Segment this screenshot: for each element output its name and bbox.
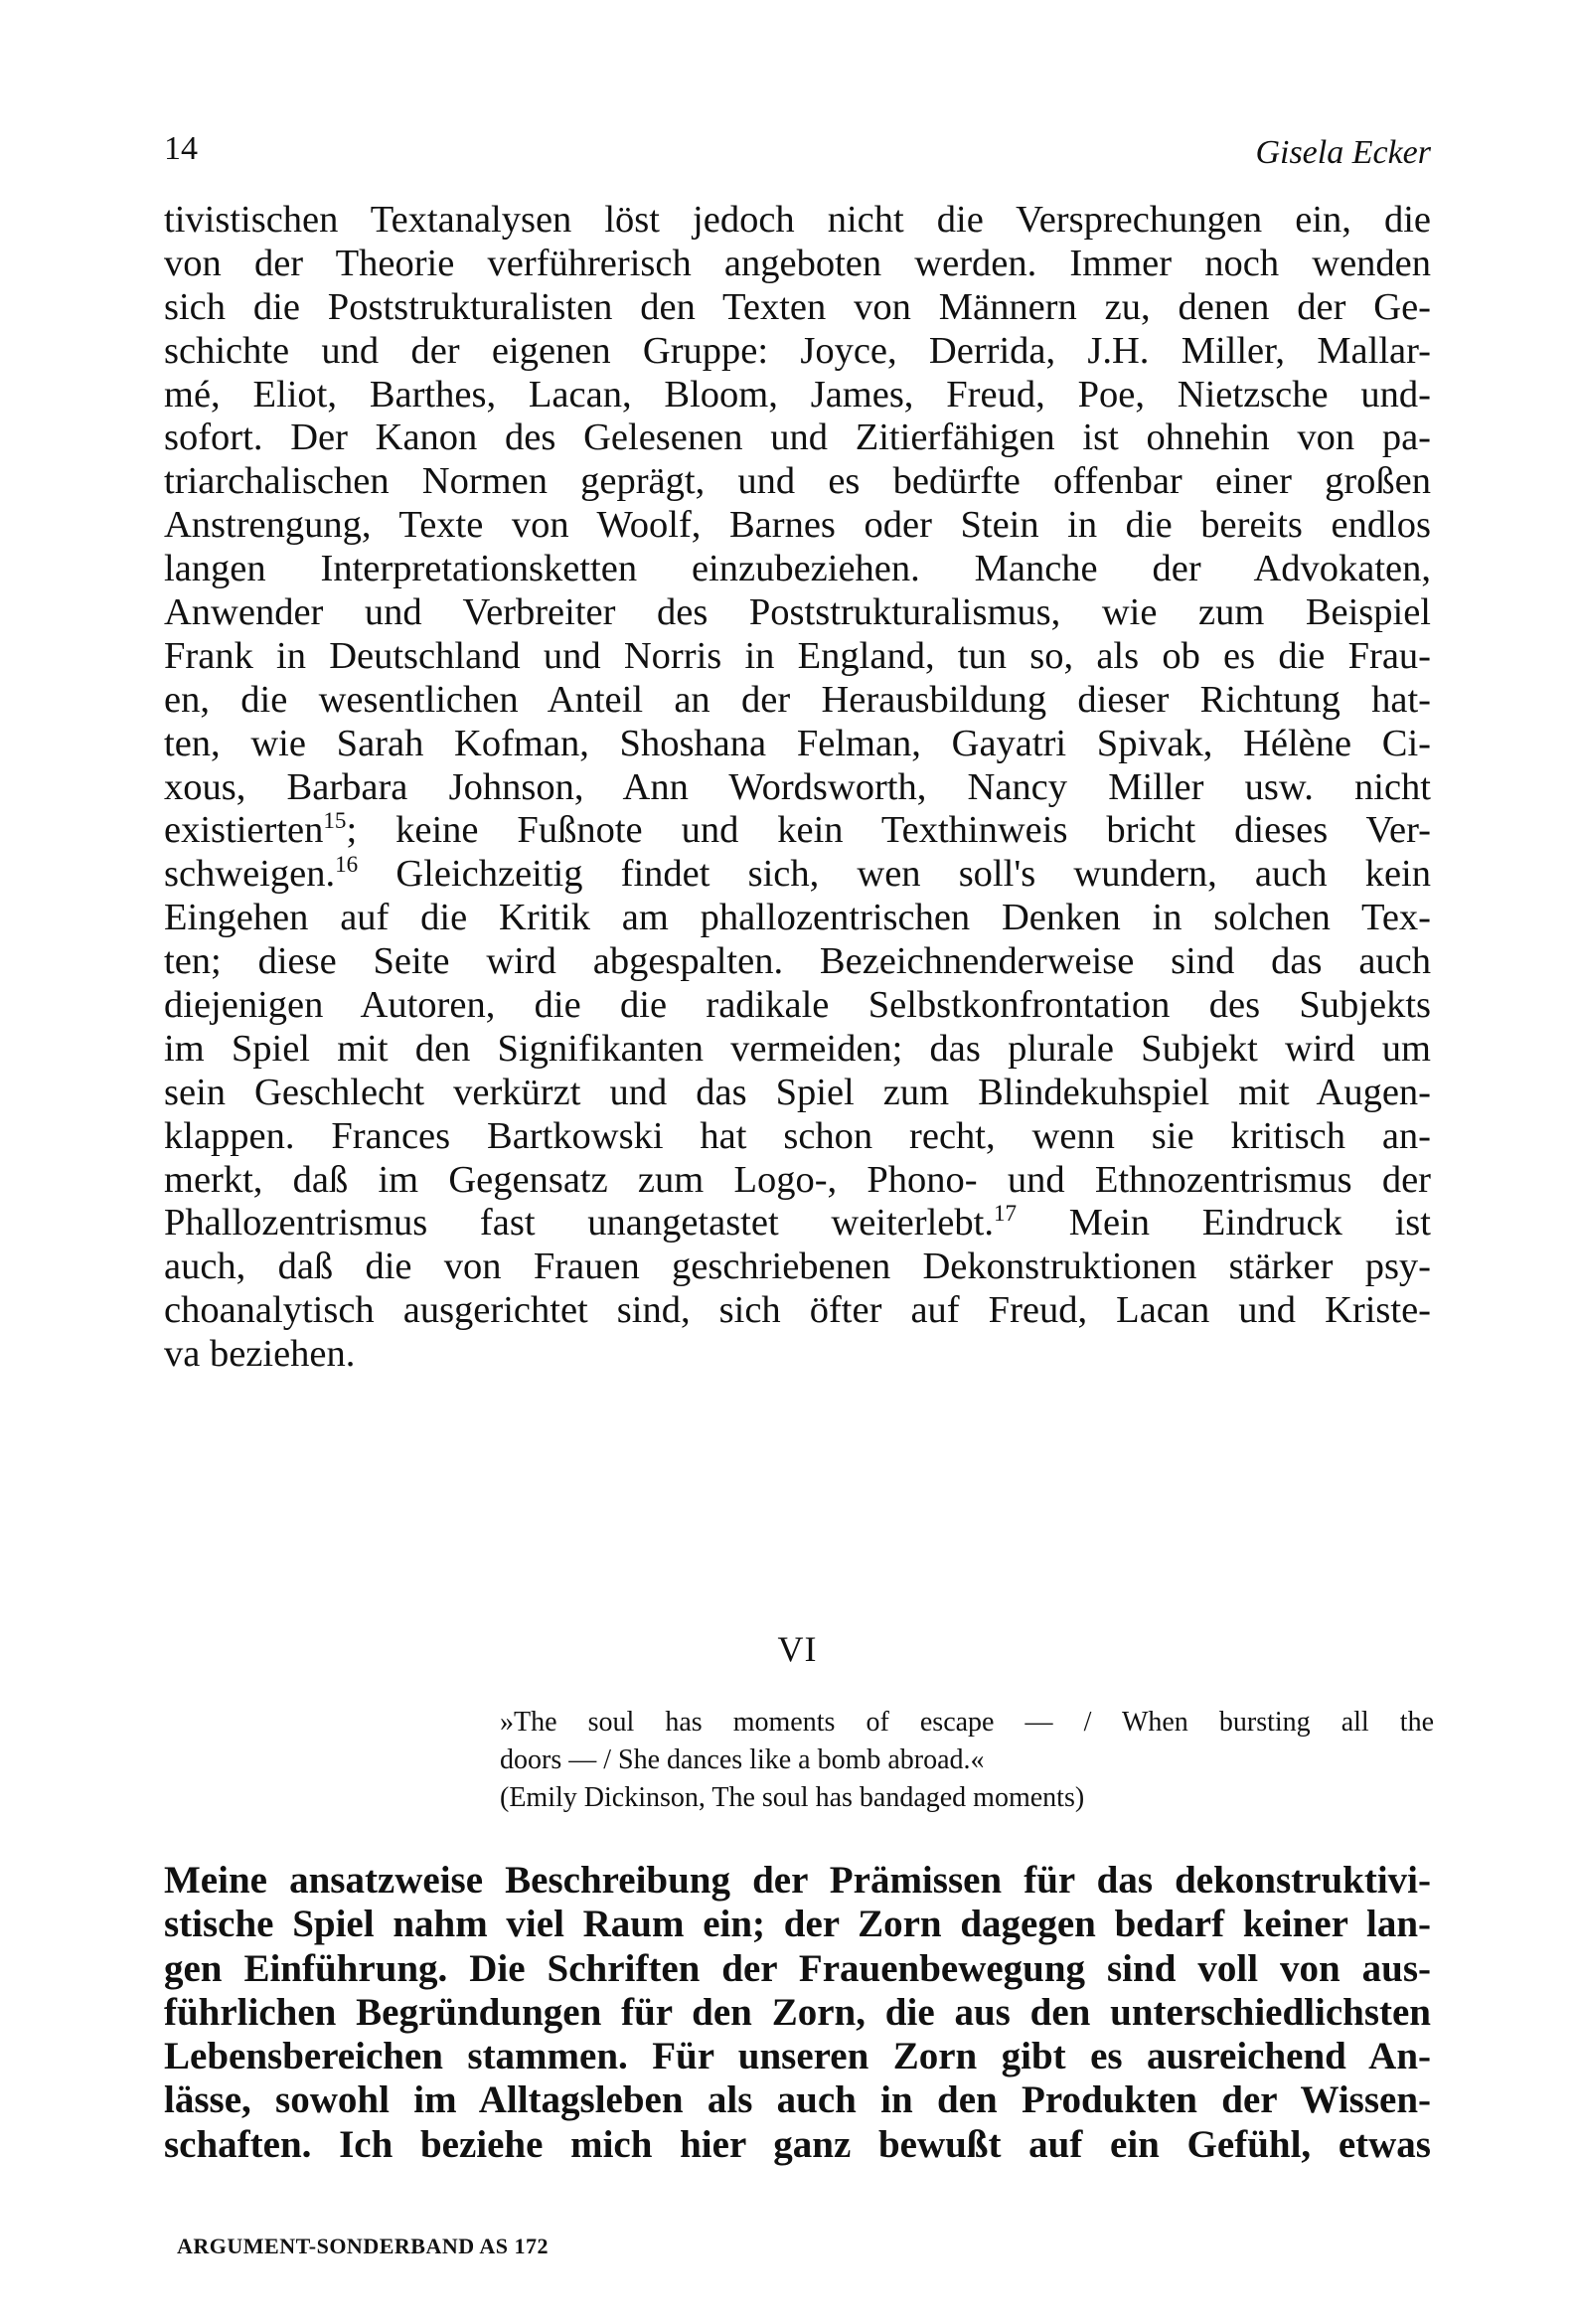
text-line: auch, daß die von Frauen geschriebenen Dekonstruktionen stärker psy- — [164, 1245, 1431, 1288]
running-head: Gisela Ecker — [1255, 134, 1431, 171]
page-number: 14 — [164, 130, 198, 167]
text-line-with-footnote — [164, 809, 1431, 853]
epigraph-line: doors — / She dances like a bomb abroad.« — [500, 1744, 985, 1775]
section-heading: VI — [777, 1629, 818, 1669]
text-line: langen Interpretationsketten einzubeziehen. Manche der Advokaten, — [164, 548, 1431, 590]
text-line: va beziehen. — [164, 1333, 356, 1376]
text-line: mé, Eliot, Barthes, Lacan, Bloom, James, Freud, Poe, Nietzsche und- — [164, 373, 1431, 415]
text-line: klappen. Frances Bartkowski hat schon recht, wenn sie kritisch an- — [164, 1114, 1431, 1157]
text-line: sich die Poststrukturalisten den Texten von Männern zu, denen der Ge- — [164, 285, 1431, 328]
text-fragment: existierten — [164, 809, 324, 852]
text-line: tivistischen Textanalysen löst jedoch nicht die Versprechungen ein, die — [164, 199, 1431, 241]
text-line: lässe, sowohl im Alltagsleben als auch in den Produkten der Wissen- — [164, 2078, 1431, 2122]
text-line: Anstrengung, Texte von Woolf, Barnes oder Stein in die bereits endlos — [164, 504, 1431, 547]
footnote-marker-17: 17 — [993, 1200, 1018, 1227]
text-line: Anwender und Verbreiter des Poststrukturalismus, wie zum Beispiel — [164, 591, 1431, 634]
body-paragraph-2 — [164, 1859, 1431, 2167]
text-line: im Spiel mit den Signifikanten vermeiden; das plurale Subjekt wird um — [164, 1027, 1431, 1070]
text-line: schaften. Ich beziehe mich hier ganz bewußt auf ein Gefühl, etwas — [164, 2122, 1431, 2166]
text-line: sofort. Der Kanon des Gelesenen und Zitierfähigen ist ohnehin von pa- — [164, 416, 1431, 459]
text-line: Eingehen auf die Kritik am phallozentrischen Denken in solchen Tex- — [164, 897, 1431, 939]
body-paragraph-1 — [164, 199, 1431, 1377]
text-line: stische Spiel nahm viel Raum ein; der Zorn dagegen bedarf keiner lan- — [164, 1903, 1431, 1946]
text-line: von der Theorie verführerisch angeboten werden. Immer noch wenden — [164, 242, 1431, 284]
page-footer: ARGUMENT-SONDERBAND AS 172 — [177, 2234, 550, 2258]
footnote-marker-15: 15 — [323, 807, 347, 834]
text-line: Lebensbereichen stammen. Für unseren Zorn gibt es ausreichend An- — [164, 2035, 1431, 2078]
text-line: xous, Barbara Johnson, Ann Wordsworth, Nancy Miller usw. nicht — [164, 765, 1431, 808]
text-line: schichte und der eigenen Gruppe: Joyce, Derrida, J.H. Miller, Mallar- — [164, 329, 1431, 372]
text-line: Meine ansatzweise Beschreibung der Prämissen für das dekonstruktivi- — [164, 1859, 1431, 1902]
text-line: choanalytisch ausgerichtet sind, sich öfter auf Freud, Lacan und Kriste- — [164, 1289, 1431, 1332]
text-fragment: Gleichzeitig findet sich, wen soll's wundern, auch kein — [358, 853, 1431, 896]
footnote-marker-16: 16 — [335, 851, 359, 878]
text-line-with-footnote — [164, 1202, 1431, 1245]
text-line: ten, wie Sarah Kofman, Shoshana Felman, Gayatri Spivak, Hélène Ci- — [164, 722, 1431, 764]
text-line: führlichen Begründungen für den Zorn, die aus den unterschiedlichsten — [164, 1990, 1431, 2034]
page-header — [164, 129, 1431, 179]
text-line: Frank in Deutschland und Norris in England, tun so, als ob es die Frau- — [164, 634, 1431, 677]
epigraph — [500, 1704, 1434, 1817]
text-line: diejenigen Autoren, die die radikale Selbstkonfrontation des Subjekts — [164, 984, 1431, 1027]
text-line: ten; diese Seite wird abgespalten. Bezeichnenderweise sind das auch — [164, 940, 1431, 983]
text-line: en, die wesentlichen Anteil an der Herausbildung dieser Richtung hat- — [164, 678, 1431, 721]
text-fragment: ; keine Fußnote und kein Texthinweis bricht dieses Ver- — [346, 809, 1431, 852]
text-line: triarchalischen Normen geprägt, und es bedürfte offenbar einer großen — [164, 460, 1431, 503]
text-line-with-footnote — [164, 853, 1431, 897]
text-line: sein Geschlecht verkürzt und das Spiel zum Blindekuhspiel mit Augen- — [164, 1071, 1431, 1113]
epigraph-source: (Emily Dickinson, The soul has bandaged moments) — [500, 1782, 1085, 1813]
text-line: merkt, daß im Gegensatz zum Logo-, Phono- und Ethnozentrismus der — [164, 1158, 1431, 1201]
text-line: gen Einführung. Die Schriften der Frauenbewegung sind voll von aus- — [164, 1946, 1431, 1990]
epigraph-line: »The soul has moments of escape — / When bursting all the — [500, 1707, 1434, 1738]
text-fragment: schweigen. — [164, 853, 336, 896]
text-fragment: Mein Eindruck ist — [1017, 1202, 1431, 1245]
text-fragment: Phallozentrismus fast unangetastet weiterlebt. — [164, 1202, 994, 1245]
